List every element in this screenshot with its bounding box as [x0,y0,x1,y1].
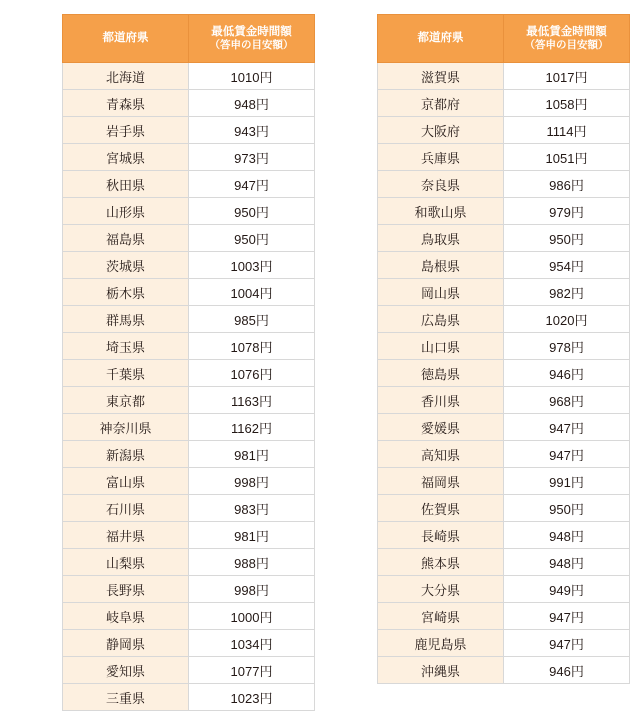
table-row [63,144,315,171]
prefecture-cell: 山梨県 [63,549,189,576]
table-row [63,333,315,360]
wage-cell: 1163円 [189,387,315,414]
left-table-body [63,63,315,711]
right-table-body [378,63,630,684]
prefecture-cell: 香川県 [378,387,504,414]
wage-cell: 1010円 [189,63,315,90]
table-row [63,171,315,198]
wage-cell: 985円 [189,306,315,333]
left-header-wage-line2: （答申の目安額） [209,39,294,52]
table-row [378,576,630,603]
table-row [378,360,630,387]
table-row [378,279,630,306]
wage-cell: 988円 [189,549,315,576]
table-row [378,549,630,576]
wage-cell: 946円 [504,360,630,387]
wage-cell: 948円 [189,90,315,117]
right-header-row [378,15,630,63]
right-header-wage-line1: 最低賃金時間額 [526,25,607,38]
table-row [63,549,315,576]
table-row [63,522,315,549]
right-table-container [377,14,630,684]
table-row [63,495,315,522]
table-row [63,63,315,90]
table-row [378,441,630,468]
prefecture-cell: 神奈川県 [63,414,189,441]
wage-cell: 948円 [504,549,630,576]
prefecture-cell: 長野県 [63,576,189,603]
prefecture-cell: 福岡県 [378,468,504,495]
prefecture-cell: 岐阜県 [63,603,189,630]
table-row [378,306,630,333]
prefecture-cell: 北海道 [63,63,189,90]
wage-cell: 991円 [504,468,630,495]
prefecture-cell: 岩手県 [63,117,189,144]
wage-cell: 1077円 [189,657,315,684]
left-header-prefecture: 都道府県 [63,15,189,63]
wage-cell: 982円 [504,279,630,306]
left-table-head [63,15,315,63]
right-table-head [378,15,630,63]
wage-cell: 1058円 [504,90,630,117]
table-row [378,333,630,360]
left-header-wage [189,15,315,63]
prefecture-cell: 埼玉県 [63,333,189,360]
wage-cell: 947円 [189,171,315,198]
prefecture-cell: 広島県 [378,306,504,333]
table-row [63,468,315,495]
prefecture-cell: 新潟県 [63,441,189,468]
prefecture-cell: 愛媛県 [378,414,504,441]
wage-cell: 947円 [504,630,630,657]
minimum-wage-table-right [377,14,630,684]
table-row [63,630,315,657]
prefecture-cell: 兵庫県 [378,144,504,171]
prefecture-cell: 三重県 [63,684,189,711]
table-row [378,252,630,279]
wage-cell: 1023円 [189,684,315,711]
table-row [63,576,315,603]
prefecture-cell: 宮城県 [63,144,189,171]
prefecture-cell: 青森県 [63,90,189,117]
wage-cell: 950円 [189,198,315,225]
prefecture-cell: 島根県 [378,252,504,279]
right-header-wage [504,15,630,63]
prefecture-cell: 千葉県 [63,360,189,387]
wage-cell: 946円 [504,657,630,684]
table-row [378,468,630,495]
wage-cell: 1020円 [504,306,630,333]
prefecture-cell: 和歌山県 [378,198,504,225]
wage-cell: 973円 [189,144,315,171]
prefecture-cell: 福井県 [63,522,189,549]
table-row [378,90,630,117]
table-row [378,63,630,90]
table-row [63,306,315,333]
table-row [378,117,630,144]
wage-cell: 1051円 [504,144,630,171]
prefecture-cell: 山形県 [63,198,189,225]
wage-cell: 978円 [504,333,630,360]
wage-cell: 948円 [504,522,630,549]
prefecture-cell: 大分県 [378,576,504,603]
wage-cell: 1003円 [189,252,315,279]
prefecture-cell: 高知県 [378,441,504,468]
wage-cell: 1078円 [189,333,315,360]
wage-cell: 981円 [189,522,315,549]
prefecture-cell: 東京都 [63,387,189,414]
prefecture-cell: 栃木県 [63,279,189,306]
wage-cell: 1076円 [189,360,315,387]
table-row [63,387,315,414]
wage-cell: 1114円 [504,117,630,144]
wage-cell: 1000円 [189,603,315,630]
wage-cell: 954円 [504,252,630,279]
table-row [378,522,630,549]
table-row [378,171,630,198]
table-row [63,225,315,252]
table-row [63,252,315,279]
wage-cell: 1017円 [504,63,630,90]
table-row [378,198,630,225]
wage-cell: 998円 [189,576,315,603]
table-row [378,414,630,441]
prefecture-cell: 石川県 [63,495,189,522]
table-row [63,360,315,387]
prefecture-cell: 静岡県 [63,630,189,657]
wage-cell: 981円 [189,441,315,468]
wage-cell: 947円 [504,414,630,441]
wage-cell: 998円 [189,468,315,495]
table-row [63,414,315,441]
table-row [63,279,315,306]
right-header-prefecture: 都道府県 [378,15,504,63]
wage-cell: 1162円 [189,414,315,441]
table-row [378,657,630,684]
table-row [378,630,630,657]
prefecture-cell: 京都府 [378,90,504,117]
table-row [63,657,315,684]
wage-cell: 979円 [504,198,630,225]
wage-cell: 950円 [504,225,630,252]
prefecture-cell: 愛知県 [63,657,189,684]
table-row [378,495,630,522]
left-table-container [62,14,315,711]
wage-cell: 950円 [504,495,630,522]
left-header-wage-line1: 最低賃金時間額 [211,25,292,38]
prefecture-cell: 福島県 [63,225,189,252]
table-row [63,117,315,144]
prefecture-cell: 沖縄県 [378,657,504,684]
prefecture-cell: 鹿児島県 [378,630,504,657]
wage-cell: 983円 [189,495,315,522]
prefecture-cell: 茨城県 [63,252,189,279]
wage-cell: 986円 [504,171,630,198]
wage-cell: 968円 [504,387,630,414]
prefecture-cell: 奈良県 [378,171,504,198]
prefecture-cell: 山口県 [378,333,504,360]
prefecture-cell: 佐賀県 [378,495,504,522]
table-row [63,684,315,711]
prefecture-cell: 熊本県 [378,549,504,576]
prefecture-cell: 滋賀県 [378,63,504,90]
table-row [378,387,630,414]
prefecture-cell: 岡山県 [378,279,504,306]
wage-cell: 949円 [504,576,630,603]
table-row [63,441,315,468]
prefecture-cell: 大阪府 [378,117,504,144]
prefecture-cell: 宮崎県 [378,603,504,630]
wage-cell: 943円 [189,117,315,144]
wage-cell: 947円 [504,441,630,468]
wage-cell: 950円 [189,225,315,252]
wage-cell: 947円 [504,603,630,630]
left-header-row [63,15,315,63]
prefecture-cell: 徳島県 [378,360,504,387]
table-row [378,603,630,630]
table-row [63,90,315,117]
table-row [63,198,315,225]
table-row [378,144,630,171]
prefecture-cell: 鳥取県 [378,225,504,252]
table-row [63,603,315,630]
right-header-wage-line2: （答申の目安額） [524,39,609,52]
wage-cell: 1034円 [189,630,315,657]
table-row [378,225,630,252]
wage-cell: 1004円 [189,279,315,306]
prefecture-cell: 富山県 [63,468,189,495]
prefecture-cell: 群馬県 [63,306,189,333]
prefecture-cell: 長崎県 [378,522,504,549]
minimum-wage-table-left [62,14,315,711]
prefecture-cell: 秋田県 [63,171,189,198]
